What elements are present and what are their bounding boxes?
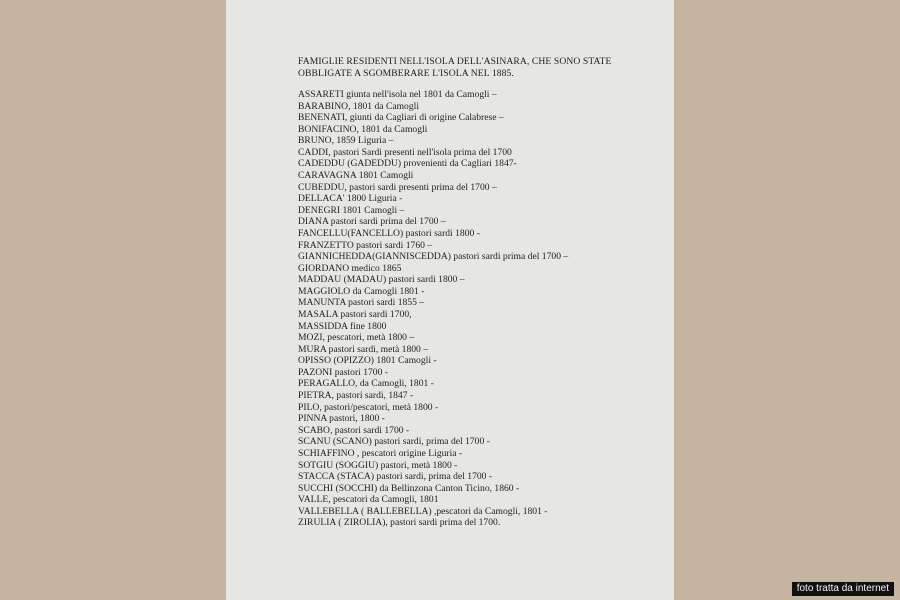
family-entry: BARABINO, 1801 da Camogli bbox=[298, 100, 419, 112]
family-entry: MAGGIOLO da Camogli 1801 - bbox=[298, 285, 425, 297]
family-entry: MANUNTA pastori sardi 1855 – bbox=[298, 297, 425, 309]
family-entry: ZIRULIA ( ZIROLIA), pastori sardi prima del 1700. bbox=[298, 517, 501, 529]
family-entry: MASALA pastori sardi 1700, bbox=[298, 308, 412, 320]
family-entry: OPISSO (OPIZZO) 1801 Camogli - bbox=[298, 355, 437, 367]
family-entry: SUCCHI (SOCCHI) da Bellinzona Canton Ticino, 1860 - bbox=[298, 482, 520, 494]
family-entry: PINNA pastori, 1800 - bbox=[298, 413, 385, 425]
family-entry: BENENATI, giunti da Cagliari di origine Calabrese – bbox=[298, 112, 504, 124]
title-line-1: FAMIGLIE RESIDENTI NELL'ISOLA DELL'ASINARA, CHE SONO STATE bbox=[298, 56, 612, 67]
family-entry: VALLE, pescatori da Camogli, 1801 bbox=[298, 494, 439, 506]
family-entry: FRANZETTO pastori sardi 1760 – bbox=[298, 239, 433, 251]
family-entry: PILO, pastori/pescatori, metà 1800 - bbox=[298, 401, 439, 413]
title-line-2: OBBLIGATE A SGOMBERARE L'ISOLA NEL 1885. bbox=[298, 68, 514, 79]
family-entry: GIANNICHEDDA(GIANNISCEDDA) pastori sardi prima del 1700 – bbox=[298, 251, 569, 263]
family-entry: PAZONI pastori 1700 - bbox=[298, 366, 388, 378]
background-right bbox=[674, 0, 900, 600]
family-entry: MURA pastori sardi, metà 1800 – bbox=[298, 343, 429, 355]
background-left bbox=[0, 0, 226, 600]
family-entry: CARAVAGNA 1801 Camogli bbox=[298, 170, 414, 182]
family-entry: SOTGIU (SOGGIU) pastori, metà 1800 - bbox=[298, 459, 458, 471]
family-entry: SCHIAFFINO , pescatori origine Liguria - bbox=[298, 447, 463, 459]
family-entry: MOZI, pescatori, metà 1800 – bbox=[298, 332, 415, 344]
family-entry: GIORDANO medico 1865 bbox=[298, 262, 402, 274]
family-entry: CADDI, pastori Sardi presenti nell'isola prima del 1700 bbox=[298, 146, 512, 158]
document-sheet bbox=[226, 0, 674, 600]
document-title bbox=[298, 56, 668, 80]
family-entry: BONIFACINO, 1801 da Camogli bbox=[298, 123, 428, 135]
photo-caption: foto tratta da internet bbox=[792, 582, 894, 596]
family-entry: STACCA (STACA) pastori sardi, prima del 1700 - bbox=[298, 471, 493, 483]
family-entry: BRUNO, 1859 Liguria – bbox=[298, 135, 394, 147]
family-entry: ASSARETI giunta nell'isola nel 1801 da Camogli – bbox=[298, 89, 497, 100]
family-entry: CADEDDU (GADEDDU) provenienti da Cagliari 1847- bbox=[298, 158, 517, 170]
family-entry: SCANU (SCANO) pastori sardi, prima del 1700 - bbox=[298, 436, 490, 448]
family-entry: CUBEDDU, pastori sardi presenti prima del 1700 – bbox=[298, 181, 497, 193]
family-entry: PIETRA, pastori sardi, 1847 - bbox=[298, 390, 414, 402]
family-entry: PERAGALLO, da Camogli, 1801 - bbox=[298, 378, 434, 390]
family-entry: DIANA pastori sardi prima del 1700 – bbox=[298, 216, 446, 228]
family-entry: DENEGRI 1801 Camogli – bbox=[298, 204, 405, 216]
family-entry: MADDAU (MADAU) pastori sardi 1800 – bbox=[298, 274, 465, 286]
family-list bbox=[298, 89, 568, 529]
family-entry: DELLACA' 1800 Liguria - bbox=[298, 193, 403, 205]
family-entry: SCABO, pastori sardi 1700 - bbox=[298, 424, 410, 436]
family-entry: FANCELLU(FANCELLO) pastori sardi 1800 - bbox=[298, 227, 480, 239]
family-entry: MASSIDDA fine 1800 bbox=[298, 320, 387, 332]
family-entry: VALLEBELLA ( BALLEBELLA) ,pescatori da Camogli, 1801 - bbox=[298, 505, 548, 517]
